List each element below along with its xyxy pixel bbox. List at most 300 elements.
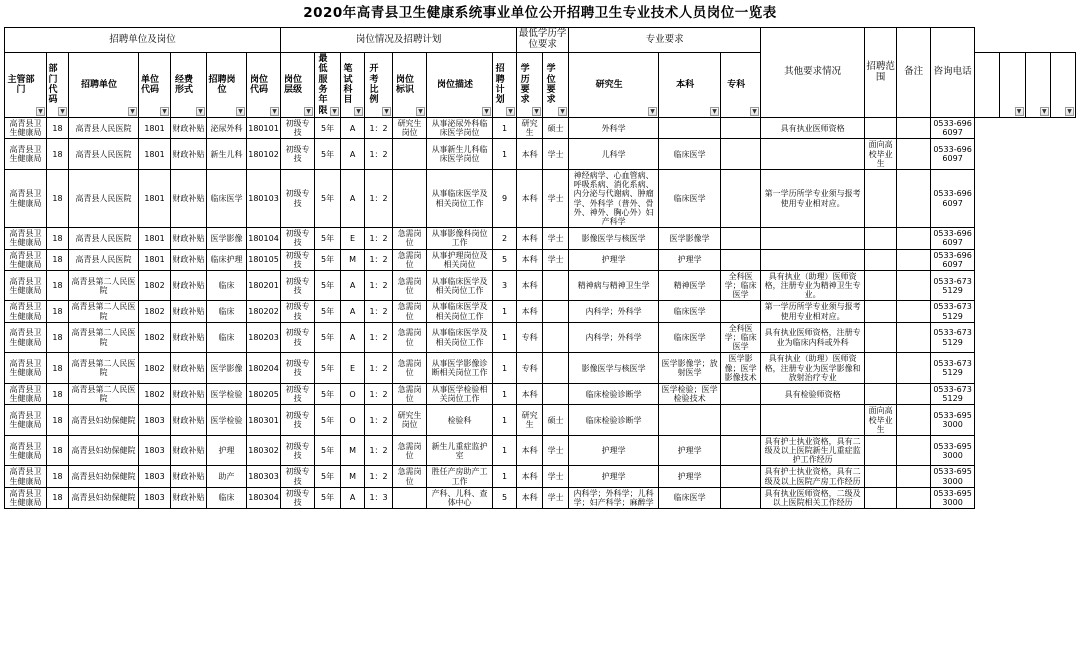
cell-dept: 高青县卫生健康局 [5, 139, 47, 170]
table-row [5, 322, 1076, 353]
column-header-note [1025, 53, 1050, 118]
page-title: 2020年高青县卫生健康系统事业单位公开招聘卫生专业技术人员岗位一览表 [303, 5, 777, 21]
cell-range [865, 170, 897, 228]
cell-deg [543, 322, 569, 353]
cell-edu: 本科 [517, 383, 543, 404]
table-row [5, 405, 1076, 436]
cell-tag [393, 170, 427, 228]
column-header-plan [493, 53, 517, 118]
column-header-ucode [139, 53, 171, 118]
cell-year: 5年 [315, 353, 341, 384]
filter-icon[interactable]: ▼ [304, 107, 313, 116]
cell-other: 具有执业医师资格，注册专业为临床内科或外科 [761, 322, 865, 353]
cell-deg: 硕士 [543, 405, 569, 436]
cell-ucode: 1801 [139, 139, 171, 170]
table-header [5, 28, 1076, 118]
column-label-exam: 笔试科目 [343, 64, 353, 106]
group-header-range: 招聘范围 [865, 28, 897, 118]
cell-tag [393, 487, 427, 508]
cell-unit: 高青县第二人民医院 [69, 353, 139, 384]
cell-dept: 高青县卫生健康局 [5, 466, 47, 487]
cell-ratio: 1：2 [365, 301, 393, 322]
cell-post: 医学检验 [207, 383, 247, 404]
cell-range [865, 466, 897, 487]
cell-bach: 临床医学 [659, 322, 721, 353]
column-header-post [207, 53, 247, 118]
column-label-desc: 岗位描述 [437, 79, 474, 90]
cell-dept: 高青县卫生健康局 [5, 228, 47, 249]
cell-bach: 临床医学 [659, 301, 721, 322]
group-header-note: 备注 [897, 28, 931, 118]
table-row [5, 139, 1076, 170]
cell-edu: 本科 [517, 487, 543, 508]
cell-fin: 财政补贴 [171, 487, 207, 508]
cell-level: 初级专技 [281, 353, 315, 384]
cell-exam: A [341, 322, 365, 353]
cell-other: 第一学历所学专业须与报考使用专业相对应。 [761, 170, 865, 228]
cell-tel: 0533-6735129 [931, 322, 975, 353]
cell-bm: 18 [47, 383, 69, 404]
cell-level: 初级专技 [281, 249, 315, 270]
cell-level: 初级专技 [281, 487, 315, 508]
cell-level: 初级专技 [281, 170, 315, 228]
cell-note [897, 270, 931, 301]
column-label-tag: 岗位标识 [396, 74, 415, 96]
cell-tag: 急需岗位 [393, 435, 427, 466]
cell-level: 初级专技 [281, 322, 315, 353]
cell-grad: 精神病与精神卫生学 [569, 270, 659, 301]
cell-ratio: 1：2 [365, 270, 393, 301]
cell-plan: 1 [493, 405, 517, 436]
cell-other [761, 139, 865, 170]
cell-fin: 财政补贴 [171, 270, 207, 301]
cell-grad: 内科学；外科学；儿科学；妇产科学；麻醉学 [569, 487, 659, 508]
cell-edu: 专科 [517, 322, 543, 353]
cell-bach: 临床医学 [659, 139, 721, 170]
cell-exam: A [341, 139, 365, 170]
table-row [5, 435, 1076, 466]
cell-edu: 本科 [517, 466, 543, 487]
cell-tag: 急需岗位 [393, 249, 427, 270]
cell-bach: 医学影像学；放射医学 [659, 353, 721, 384]
cell-other: 具有护士执业资格，具有二级及以上医院产房工作经历 [761, 466, 865, 487]
cell-tag: 急需岗位 [393, 301, 427, 322]
cell-grad: 影像医学与核医学 [569, 353, 659, 384]
cell-dept: 高青县卫生健康局 [5, 405, 47, 436]
filter-icon[interactable]: ▼ [236, 107, 245, 116]
cell-tag: 急需岗位 [393, 383, 427, 404]
cell-bm: 18 [47, 118, 69, 139]
cell-ucode: 1801 [139, 249, 171, 270]
cell-plan: 9 [493, 170, 517, 228]
cell-note [897, 487, 931, 508]
cell-post: 临床 [207, 487, 247, 508]
cell-bm: 18 [47, 270, 69, 301]
filter-icon[interactable]: ▼ [354, 107, 363, 116]
cell-range [865, 383, 897, 404]
filter-icon[interactable]: ▼ [196, 107, 205, 116]
cell-deg: 学士 [543, 466, 569, 487]
cell-deg: 学士 [543, 435, 569, 466]
column-header-pcode [247, 53, 281, 118]
cell-fin: 财政补贴 [171, 353, 207, 384]
cell-dept: 高青县卫生健康局 [5, 170, 47, 228]
cell-level: 初级专技 [281, 435, 315, 466]
cell-grad: 内科学；外科学 [569, 322, 659, 353]
cell-range [865, 270, 897, 301]
cell-pcode: 180205 [247, 383, 281, 404]
filter-icon[interactable]: ▼ [58, 107, 67, 116]
cell-bm: 18 [47, 301, 69, 322]
cell-edu: 研究生 [517, 405, 543, 436]
cell-tag: 急需岗位 [393, 466, 427, 487]
column-label-grad: 研究生 [595, 79, 623, 90]
cell-year: 5年 [315, 405, 341, 436]
cell-fin: 财政补贴 [171, 466, 207, 487]
cell-ratio: 1：2 [365, 353, 393, 384]
cell-year: 5年 [315, 487, 341, 508]
column-header-exam [341, 53, 365, 118]
column-header-edu [517, 53, 543, 118]
group-header-unit-and-post: 招聘单位及岗位 [5, 28, 281, 53]
cell-fin: 财政补贴 [171, 435, 207, 466]
cell-note [897, 228, 931, 249]
cell-year: 5年 [315, 301, 341, 322]
column-header-tel [1050, 53, 1075, 118]
cell-note [897, 466, 931, 487]
cell-spec [721, 405, 761, 436]
cell-exam: O [341, 405, 365, 436]
cell-note [897, 249, 931, 270]
cell-deg [543, 270, 569, 301]
column-label-level: 岗位层级 [284, 74, 303, 96]
cell-spec [721, 170, 761, 228]
cell-post: 医学影像 [207, 228, 247, 249]
cell-ucode: 1802 [139, 301, 171, 322]
column-header-grad [569, 53, 659, 118]
cell-tel: 0533-6953000 [931, 405, 975, 436]
cell-tel: 0533-6735129 [931, 383, 975, 404]
cell-tel: 0533-6966097 [931, 170, 975, 228]
cell-fin: 财政补贴 [171, 228, 207, 249]
cell-edu: 研究生 [517, 118, 543, 139]
cell-post: 护理 [207, 435, 247, 466]
group-header-tel: 咨询电话 [931, 28, 975, 118]
cell-post: 泌尿外科 [207, 118, 247, 139]
column-label-plan: 招聘计划 [495, 64, 505, 106]
cell-tel: 0533-6966097 [931, 139, 975, 170]
cell-pcode: 180302 [247, 435, 281, 466]
column-label-bach: 本科 [676, 79, 695, 90]
cell-tag: 急需岗位 [393, 322, 427, 353]
cell-bach [659, 405, 721, 436]
filter-icon[interactable]: ▼ [382, 107, 391, 116]
cell-pcode: 180303 [247, 466, 281, 487]
cell-tag: 急需岗位 [393, 270, 427, 301]
cell-tel: 0533-6966097 [931, 118, 975, 139]
filter-icon[interactable]: ▼ [128, 107, 137, 116]
filter-icon[interactable]: ▼ [710, 107, 719, 116]
cell-note [897, 301, 931, 322]
cell-edu: 本科 [517, 435, 543, 466]
cell-spec: 全科医学；临床医学 [721, 270, 761, 301]
column-label-fin: 经费形式 [174, 74, 193, 96]
cell-exam: M [341, 435, 365, 466]
cell-bm: 18 [47, 228, 69, 249]
filter-icon[interactable]: ▼ [532, 107, 541, 116]
cell-dept: 高青县卫生健康局 [5, 270, 47, 301]
filter-icon[interactable]: ▼ [1015, 107, 1024, 116]
filter-icon[interactable]: ▼ [558, 107, 567, 116]
table-row [5, 466, 1076, 487]
cell-ratio: 1：2 [365, 435, 393, 466]
cell-edu: 专科 [517, 353, 543, 384]
cell-range [865, 118, 897, 139]
filter-icon[interactable]: ▼ [36, 107, 45, 116]
cell-ucode: 1803 [139, 435, 171, 466]
cell-dept: 高青县卫生健康局 [5, 301, 47, 322]
cell-other: 具有执业（助理）医师资格，注册专业为精神卫生专业。 [761, 270, 865, 301]
cell-unit: 高青县人民医院 [69, 118, 139, 139]
cell-spec [721, 228, 761, 249]
cell-post: 医学影像 [207, 353, 247, 384]
cell-deg: 学士 [543, 170, 569, 228]
cell-tel: 0533-6966097 [931, 228, 975, 249]
filter-icon[interactable]: ▼ [1065, 107, 1074, 116]
column-header-level [281, 53, 315, 118]
cell-ucode: 1801 [139, 170, 171, 228]
column-header-spec [721, 53, 761, 118]
cell-exam: A [341, 270, 365, 301]
cell-tel: 0533-6735129 [931, 301, 975, 322]
cell-tag: 急需岗位 [393, 353, 427, 384]
table-row [5, 487, 1076, 508]
cell-spec [721, 301, 761, 322]
cell-ucode: 1801 [139, 118, 171, 139]
cell-pcode: 180101 [247, 118, 281, 139]
cell-pcode: 180201 [247, 270, 281, 301]
cell-bm: 18 [47, 435, 69, 466]
cell-fin: 财政补贴 [171, 405, 207, 436]
column-label-bm: 部门代码 [48, 64, 58, 106]
cell-ratio: 1：3 [365, 487, 393, 508]
group-header-post-and-plan: 岗位情况及招聘计划 [281, 28, 517, 53]
cell-bm: 18 [47, 139, 69, 170]
cell-fin: 财政补贴 [171, 170, 207, 228]
cell-desc: 从事影像科岗位工作 [427, 228, 493, 249]
cell-tel: 0533-6966097 [931, 249, 975, 270]
cell-ucode: 1802 [139, 383, 171, 404]
cell-deg: 硕士 [543, 118, 569, 139]
cell-level: 初级专技 [281, 228, 315, 249]
cell-year: 5年 [315, 139, 341, 170]
cell-level: 初级专技 [281, 270, 315, 301]
cell-exam: E [341, 353, 365, 384]
cell-deg: 学士 [543, 487, 569, 508]
cell-bach: 护理学 [659, 249, 721, 270]
filter-icon[interactable]: ▼ [1040, 107, 1049, 116]
cell-plan: 1 [493, 435, 517, 466]
filter-icon[interactable]: ▼ [330, 107, 339, 116]
cell-ratio: 1：2 [365, 170, 393, 228]
cell-spec [721, 139, 761, 170]
cell-deg: 学士 [543, 249, 569, 270]
cell-level: 初级专技 [281, 139, 315, 170]
filter-icon[interactable]: ▼ [160, 107, 169, 116]
cell-desc: 从事泌尿外科临床医学岗位 [427, 118, 493, 139]
cell-exam: M [341, 249, 365, 270]
column-label-spec: 专科 [727, 79, 746, 90]
cell-post: 临床 [207, 322, 247, 353]
cell-level: 初级专技 [281, 383, 315, 404]
cell-spec [721, 249, 761, 270]
column-header-tag [393, 53, 427, 118]
cell-year: 5年 [315, 383, 341, 404]
cell-grad: 护理学 [569, 435, 659, 466]
cell-other: 具有护士执业资格，具有二级及以上医院新生儿重症监护工作经历 [761, 435, 865, 466]
cell-post: 临床医学 [207, 170, 247, 228]
cell-exam: O [341, 383, 365, 404]
column-header-ratio [365, 53, 393, 118]
cell-plan: 2 [493, 228, 517, 249]
cell-unit: 高青县人民医院 [69, 170, 139, 228]
cell-unit: 高青县人民医院 [69, 139, 139, 170]
cell-other: 第一学历所学专业须与报考使用专业相对应。 [761, 301, 865, 322]
cell-range [865, 249, 897, 270]
column-label-edu: 学历要求 [520, 64, 530, 106]
cell-post: 助产 [207, 466, 247, 487]
column-label-year: 最低服务年限 [318, 54, 328, 116]
cell-pcode: 180301 [247, 405, 281, 436]
cell-dept: 高青县卫生健康局 [5, 487, 47, 508]
cell-post: 医学检验 [207, 405, 247, 436]
cell-exam: A [341, 170, 365, 228]
column-header-fin [171, 53, 207, 118]
column-header-desc [427, 53, 493, 118]
filter-icon[interactable]: ▼ [270, 107, 279, 116]
cell-grad: 护理学 [569, 249, 659, 270]
cell-unit: 高青县第二人民医院 [69, 322, 139, 353]
cell-range [865, 487, 897, 508]
filter-icon[interactable]: ▼ [416, 107, 425, 116]
cell-desc: 从事临床医学及相关岗位工作 [427, 270, 493, 301]
cell-dept: 高青县卫生健康局 [5, 118, 47, 139]
cell-bm: 18 [47, 322, 69, 353]
cell-deg [543, 301, 569, 322]
cell-exam: E [341, 228, 365, 249]
cell-note [897, 170, 931, 228]
cell-range [865, 228, 897, 249]
cell-plan: 1 [493, 118, 517, 139]
cell-grad: 儿科学 [569, 139, 659, 170]
cell-unit: 高青县妇幼保健院 [69, 487, 139, 508]
column-label-post: 招聘岗位 [208, 74, 236, 96]
cell-ratio: 1：2 [365, 249, 393, 270]
cell-desc: 从事临床医学及相关岗位工作 [427, 170, 493, 228]
cell-fin: 财政补贴 [171, 139, 207, 170]
cell-dept: 高青县卫生健康局 [5, 435, 47, 466]
cell-bach [659, 118, 721, 139]
cell-desc: 从事护理岗位及相关岗位 [427, 249, 493, 270]
cell-bm: 18 [47, 466, 69, 487]
cell-plan: 5 [493, 249, 517, 270]
cell-tag: 研究生岗位 [393, 405, 427, 436]
filter-icon[interactable]: ▼ [482, 107, 491, 116]
filter-icon[interactable]: ▼ [648, 107, 657, 116]
cell-year: 5年 [315, 466, 341, 487]
cell-bach: 精神医学 [659, 270, 721, 301]
cell-exam: A [341, 301, 365, 322]
cell-ucode: 1801 [139, 228, 171, 249]
cell-bm: 18 [47, 353, 69, 384]
cell-deg: 学士 [543, 228, 569, 249]
cell-plan: 1 [493, 383, 517, 404]
column-header-year [315, 53, 341, 118]
cell-spec [721, 383, 761, 404]
column-label-pcode: 岗位代码 [250, 74, 269, 96]
cell-unit: 高青县人民医院 [69, 228, 139, 249]
cell-spec: 全科医学；临床医学 [721, 322, 761, 353]
cell-year: 5年 [315, 170, 341, 228]
cell-grad: 临床检验诊断学 [569, 405, 659, 436]
cell-note [897, 353, 931, 384]
cell-pcode: 180304 [247, 487, 281, 508]
cell-unit: 高青县第二人民医院 [69, 301, 139, 322]
column-label-ucode: 单位代码 [140, 74, 159, 96]
column-header-deg [543, 53, 569, 118]
cell-level: 初级专技 [281, 301, 315, 322]
cell-fin: 财政补贴 [171, 301, 207, 322]
cell-pcode: 180103 [247, 170, 281, 228]
cell-dept: 高青县卫生健康局 [5, 383, 47, 404]
cell-edu: 本科 [517, 170, 543, 228]
cell-spec [721, 118, 761, 139]
cell-tel: 0533-6953000 [931, 487, 975, 508]
cell-level: 初级专技 [281, 405, 315, 436]
cell-other [761, 228, 865, 249]
cell-spec: 医学影像；医学影像技术 [721, 353, 761, 384]
table-body [5, 118, 1076, 509]
cell-range [865, 353, 897, 384]
cell-year: 5年 [315, 228, 341, 249]
cell-desc: 从事医学影像诊断相关岗位工作 [427, 353, 493, 384]
cell-pcode: 180102 [247, 139, 281, 170]
column-label-deg: 学位要求 [546, 64, 556, 106]
cell-plan: 1 [493, 353, 517, 384]
cell-unit: 高青县妇幼保健院 [69, 466, 139, 487]
table-row [5, 249, 1076, 270]
cell-bm: 18 [47, 405, 69, 436]
cell-plan: 1 [493, 139, 517, 170]
cell-ucode: 1802 [139, 270, 171, 301]
cell-tel: 0533-6953000 [931, 466, 975, 487]
cell-tel: 0533-6953000 [931, 435, 975, 466]
cell-ucode: 1803 [139, 487, 171, 508]
cell-post: 临床 [207, 270, 247, 301]
cell-post: 临床护理 [207, 249, 247, 270]
cell-year: 5年 [315, 118, 341, 139]
cell-unit: 高青县妇幼保健院 [69, 405, 139, 436]
cell-level: 初级专技 [281, 118, 315, 139]
cell-pcode: 180104 [247, 228, 281, 249]
cell-desc: 从事医学检验相关岗位工作 [427, 383, 493, 404]
cell-fin: 财政补贴 [171, 249, 207, 270]
filter-icon[interactable]: ▼ [506, 107, 515, 116]
cell-ratio: 1：2 [365, 228, 393, 249]
filter-icon[interactable]: ▼ [750, 107, 759, 116]
cell-edu: 本科 [517, 228, 543, 249]
cell-edu: 本科 [517, 249, 543, 270]
